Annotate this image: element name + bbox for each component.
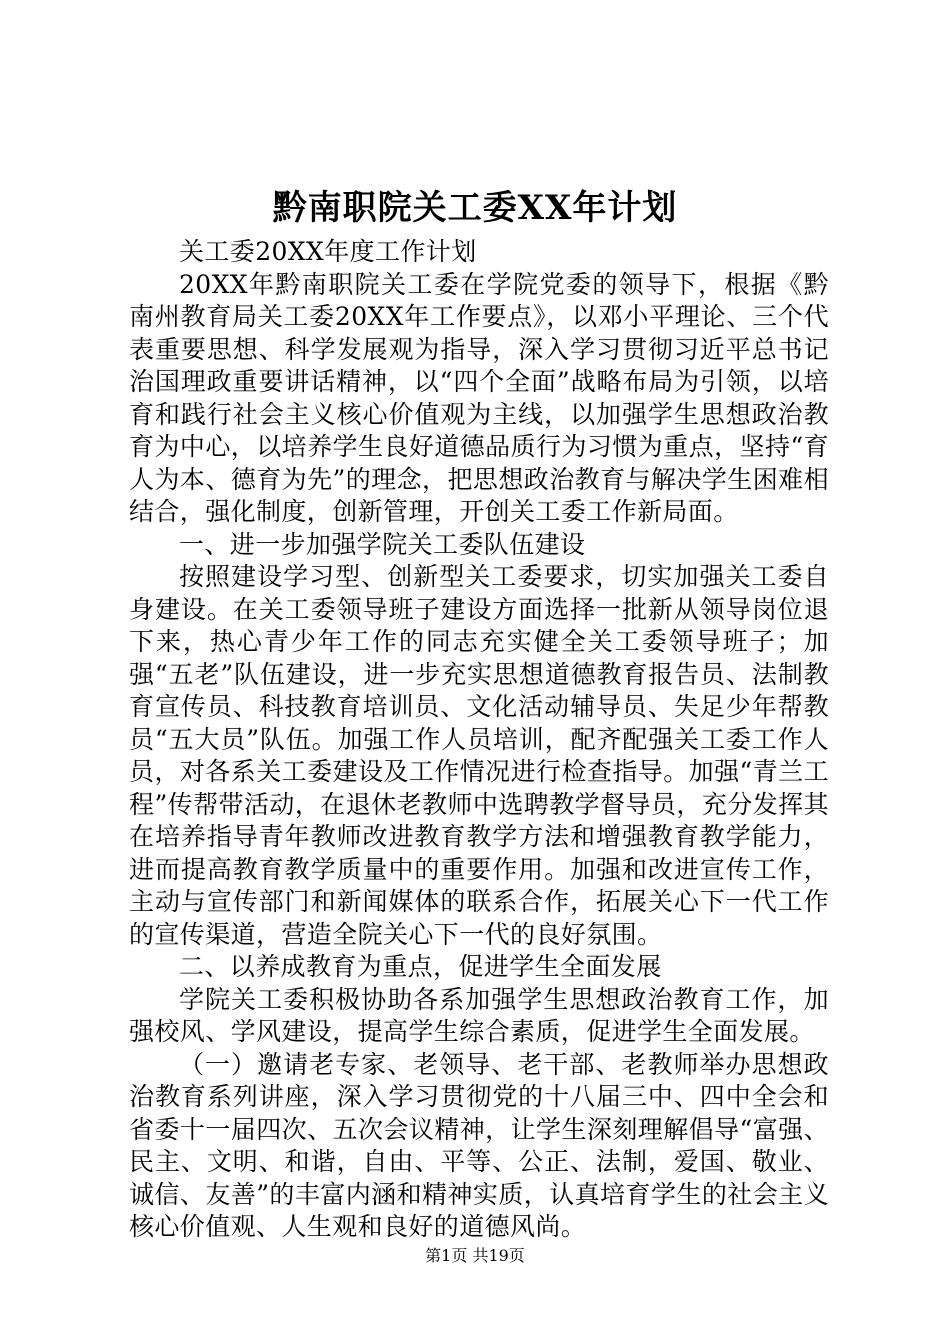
document-body [129, 236, 829, 1244]
intro-paragraph: 20XX年黔南职院关工委在学院党委的领导下，根据《黔南州教育局关工委20XX年工作要点》，以邓小平理论、三个代表重要思想、科学发展观为指导，深入学习贯彻习近平总书记治国理政重要讲话精神，以“四个全面”战略布局为引领，以培育和践行社会主义核心价值观为主线，以加强学生思想政治教育为中心，以培养学生良好道德品质行为习惯为重点，坚持“育人为本、德育为先”的理念，把思想政治教育与解决学生困难相结合，强化制度，创新管理，开创关工委工作新局面。 [129, 269, 829, 526]
section-2-item-1: （一）邀请老专家、老领导、老干部、老教师举办思想政治教育系列讲座，深入学习贯彻党的十八届三中、四中全会和省委十一届四次、五次会议精神，让学生深刻理解倡导“富强、民主、文明、和谐，自由、平等、公正、法制，爱国、敬业、诚信、友善”的丰富内涵和精神实质，认真培育学生的社会主义核心价值观、人生观和良好的道德风尚。 [129, 1049, 829, 1241]
section-1-paragraph: 按照建设学习型、创新型关工委要求，切实加强关工委自身建设。在关工委领导班子建设方面选择一批新从领导岗位退下来，热心青少年工作的同志充实健全关工委领导班子；加强“五老”队伍建设，进一步充实思想道德教育报告员、法制教育宣传员、科技教育培训员、文化活动辅导员、失足少年帮教员“五大员”队伍。加强工作人员培训，配齐配强关工委工作人员，对各系关工委建设及工作情况进行检查指导。加强“青兰工程”传帮带活动，在退休老教师中选聘教学督导员，充分发挥其在培养指导青年教师改进教育教学方法和增强教育教学能力，进而提高教育教学质量中的重要作用。加强和改进宣传工作，主动与宣传部门和新闻媒体的联系合作，拓展关心下一代工作的宣传渠道，营造全院关心下一代的良好氛围。 [129, 562, 829, 949]
section-2-paragraph: 学院关工委积极协助各系加强学生思想政治教育工作，加强校风、学风建设，提高学生综合素质，促进学生全面发展。 [129, 984, 829, 1046]
document-title: 黔南职院关工委XX年计划 [272, 188, 678, 228]
plan-subtitle: 关工委20XX年度工作计划 [179, 237, 477, 266]
section-heading-2: 二、以养成教育为重点，促进学生全面发展 [179, 952, 662, 981]
page-footer: 第1页 共19页 [425, 1246, 525, 1265]
section-heading-1: 一、进一步加强学院关工委队伍建设 [179, 529, 586, 559]
